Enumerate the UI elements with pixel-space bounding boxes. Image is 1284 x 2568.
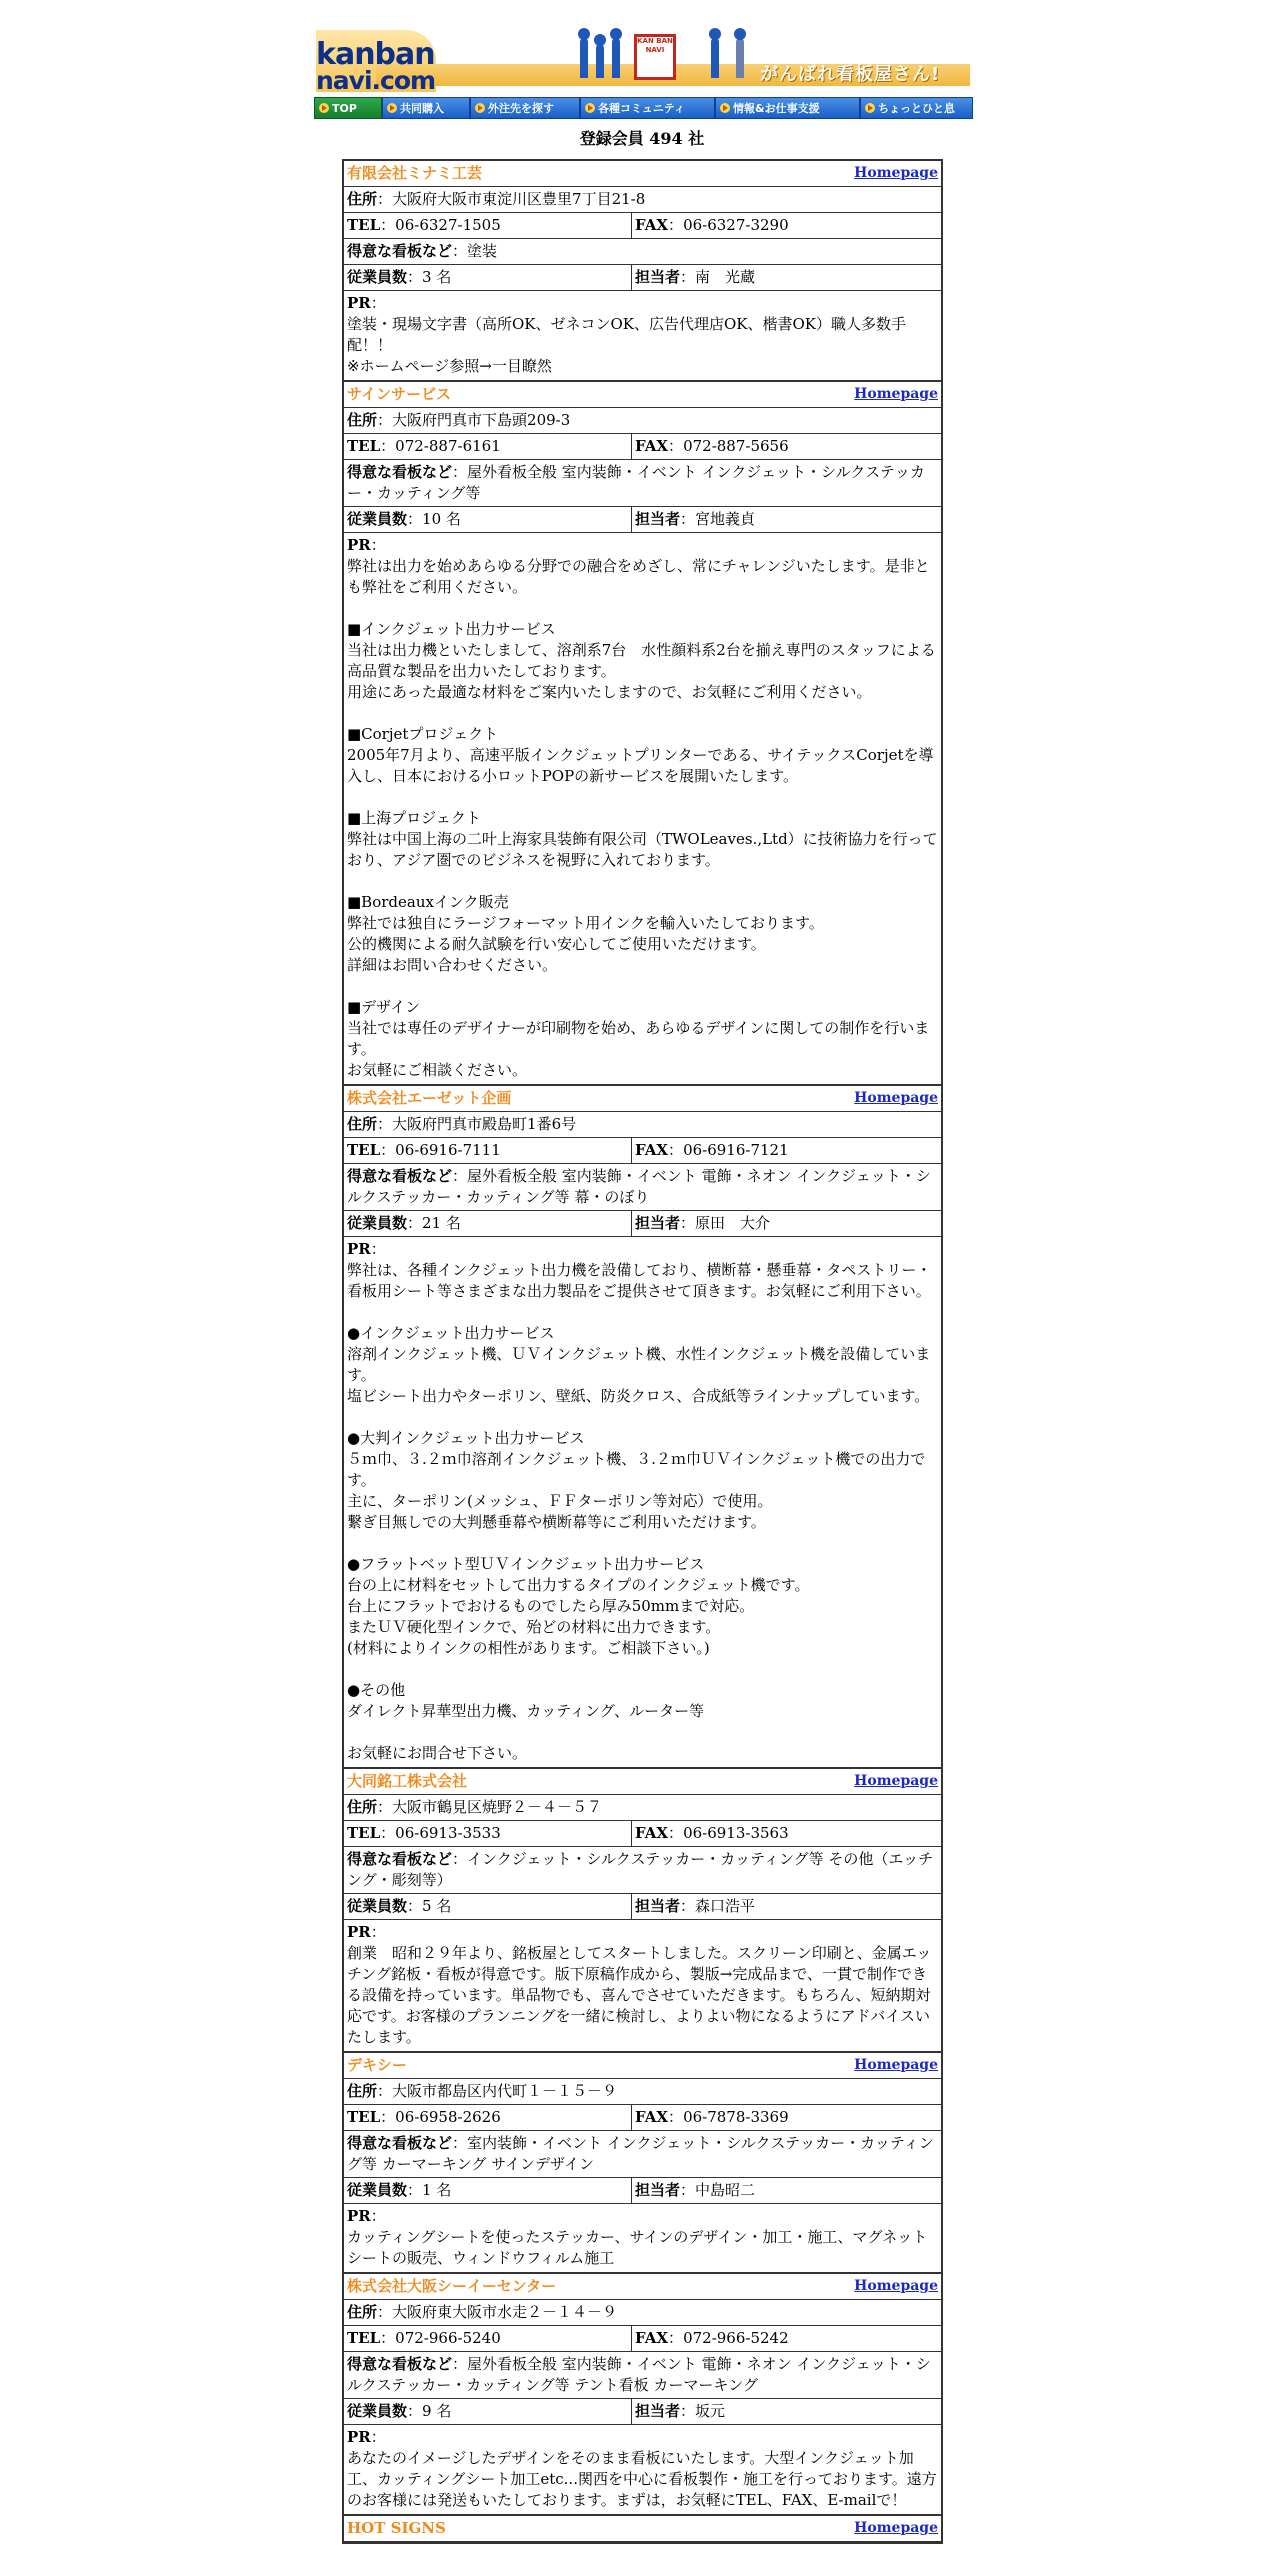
signs-value: インクジェット・シルクステッカー・カッティング等 その他（エッチング・彫刻等）	[347, 1850, 934, 1889]
contact-label: 担当者	[635, 1897, 681, 1915]
pr-text: 創業 昭和２９年より、銘板屋としてスタートしました。スクリーン印刷と、金属エッチング銘板・看板が得意です。版下原稿作成から、製版→完成品まで、一貫で制作できる設備を持っています。単品物でも、喜んでさせていただきます。もちろん、短納期対応です。お客様のプランニングを一緒に検討し、よりよい物になるようにアドバイスいたします。	[347, 1944, 932, 2046]
tel-label: TEL	[347, 2329, 381, 2347]
nav-top[interactable]: TOP	[314, 97, 382, 119]
address-value: 大阪市都島区内代町１－１５－９	[392, 2082, 618, 2100]
pr-section: PR： 創業 昭和２９年より、銘板屋としてスタートしました。スクリーン印刷と、金属エッチング銘板・看板が得意です。版下原稿作成から、製版→完成品まで、一貫で制作できる設備を持っています。単品物でも、喜んでさせていただきます。もちろん、短納期対応です。お客様のプランニングを一緒に検討し、よりよい物になるようにアドバイスいたします。	[347, 1923, 932, 2046]
company-name: デキシー	[347, 2056, 407, 2074]
employees-value: 3 名	[422, 268, 452, 286]
employees-value: 21 名	[422, 1214, 461, 1232]
signs-row: 得意な看板など：屋外看板全般 室内装飾・イベント インクジェット・シルクステッカー・カッティング等	[344, 460, 941, 507]
signs-label: 得意な看板など	[347, 2355, 453, 2373]
nav-info-work-support[interactable]: 情報&お仕事支援	[715, 97, 860, 119]
phone-row: TEL：06-6958-2626 FAX：06-7878-3369	[344, 2105, 941, 2131]
contact-value: 森口浩平	[695, 1897, 756, 1915]
tel-value: 06-6916-7111	[395, 1141, 501, 1159]
member-entry	[342, 2051, 943, 2272]
pr-text: あなたのイメージしたデザインをそのまま看板にいたします。大型インクジェット加工、カッティングシート加工etc...関西を中心に看板製作・施工を行っております。遠方のお客様には発送もいたしております。まずは，お気軽にTEL、FAX、E-mailで！	[347, 2449, 937, 2509]
address-row: 住所：大阪府門真市殿島町1番6号	[344, 1112, 941, 1138]
contact-label: 担当者	[635, 2181, 681, 2199]
employees-value: 5 名	[422, 1897, 452, 1915]
nav-take-a-break[interactable]: ちょっとひと息	[860, 97, 973, 119]
company-name: HOT SIGNS	[347, 2519, 446, 2537]
homepage-link[interactable]: Homepage	[854, 386, 938, 402]
address-value: 大阪府門真市殿島町1番6号	[392, 1115, 577, 1133]
person-figure-icon	[596, 44, 604, 78]
company-name: サインサービス	[347, 385, 451, 403]
address-value: 大阪府大阪市東淀川区豊里7丁目21-8	[392, 190, 646, 208]
pr-text: 弊社は、各種インクジェット出力機を設備しており、横断幕・懸垂幕・タペストリー・ 看板用シート等さまざまな出力製品をご提供させて頂きます。お気軽にご利用下さい。 ●インクジェット出力サービス 溶剤インクジェット機、ＵＶインクジェット機、水性インクジェット機を設備しています。 塩ビシート出力やターポリン、壁紙、防炎クロス、合成紙等ラインナップしています。 ●大判インクジェット出力サービス ５ｍ巾、３.２ｍ巾溶剤インクジェット機、３.２ｍ巾ＵＶインクジェット機での出力です。 主に、ターポリン(メッシュ、ＦＦターポリン等対応）で使用。 繋ぎ目無しでの大判懸垂幕や横断幕等にご利用いただけます。 ●フラットベット型ＵＶインクジェット出力サービス 台の上に材料をセットして出力するタイプのインクジェット機です。 台上にフラットでおけるものでしたら厚み50mmまで対応。 またＵＶ硬化型インクで、殆どの材料に出力できます。 (材料によりインクの相性があります。ご相談下さい。) ●その他 ダイレクト昇華型出力機、カッティング、ルーター等 お気軽にお問合せ下さい。	[347, 1261, 932, 1762]
address-label: 住所	[347, 2303, 378, 2321]
employees-label: 従業員数	[347, 268, 408, 286]
contact-label: 担当者	[635, 1214, 681, 1232]
signs-row: 得意な看板など：屋外看板全般 室内装飾・イベント 電飾・ネオン インクジェット・シルクステッカー・カッティング等 幕・のぼり	[344, 1164, 941, 1211]
person-figure-icon	[612, 38, 620, 78]
tel-value: 072-887-6161	[395, 437, 501, 455]
signs-row: 得意な看板など：室内装飾・イベント インクジェット・シルクステッカー・カッティング等 カーマーキング サインデザイン	[344, 2131, 941, 2178]
staff-row: 従業員数：10 名 担当者：宮地義貞	[344, 507, 941, 533]
fax-value: 072-966-5242	[683, 2329, 789, 2347]
phone-row: TEL：06-6327-1505 FAX：06-6327-3290	[344, 213, 941, 239]
fax-value: 072-887-5656	[683, 437, 789, 455]
contact-value: 南 光蔵	[695, 268, 756, 286]
fax-label: FAX	[635, 1141, 669, 1159]
staff-row: 従業員数：5 名 担当者：森口浩平	[344, 1894, 941, 1920]
signs-value: 屋外看板全般 室内装飾・イベント 電飾・ネオン インクジェット・シルクステッカー・カッティング等 幕・のぼり	[347, 1167, 931, 1206]
phone-row: TEL：06-6913-3533 FAX：06-6913-3563	[344, 1821, 941, 1847]
member-count: 登録会員 494 社	[579, 129, 705, 148]
member-entry	[342, 380, 943, 1084]
pr-label: PR	[347, 1240, 371, 1258]
company-name: 株式会社エーゼット企画	[347, 1089, 512, 1107]
member-entry	[342, 1084, 943, 1767]
pr-section: PR： あなたのイメージしたデザインをそのまま看板にいたします。大型インクジェット加工、カッティングシート加工etc...関西を中心に看板製作・施工を行っております。遠方のお客様には発送もいたしております。まずは，お気軽にTEL、FAX、E-mailで！	[347, 2428, 937, 2509]
nav-communities[interactable]: 各種コミュニティ	[580, 97, 715, 119]
address-row: 住所：大阪市都島区内代町１－１５－９	[344, 2079, 941, 2105]
employees-value: 10 名	[422, 510, 461, 528]
pr-label: PR	[347, 536, 371, 554]
pr-section: PR： 弊社は出力を始めあらゆる分野での融合をめざし、常にチャレンジいたします。是非とも弊社をご利用ください。 ■インクジェット出力サービス 当社は出力機といたしまして、溶剤系7台 水性顔料系2台を揃え専門のスタッフによる高品質な製品を出力いたしております。 用途にあった最適な材料をご案内いたしますので、お気軽にご利用ください。 ■Corjetプロジェクト 2005年7月より、高速平版インクジェットプリンターである、サイテックスCorjetを導入し、日本における小ロットPOPの新サービスを展開いたします。 ■上海プロジェクト 弊社は中国上海の二叶上海家具装飾有限公司（TWOLeaves.,Ltd）に技術協力を行っており、アジア圏でのビジネスを視野に入れております。 ■Bordeauxインク販売 弊社では独自にラージフォーマット用インクを輸入いたしております。 公的機関による耐久試験を行い安心してご使用いただけます。 詳細はお問い合わせください。 ■デザイン 当社では専任のデザイナーが印刷物を始め、あらゆるデザインに関しての制作を行います。 お気軽にご相談ください。	[347, 536, 938, 1079]
company-name: 株式会社大阪シーイーセンター	[347, 2277, 557, 2295]
signs-label: 得意な看板など	[347, 1167, 453, 1185]
signs-value: 屋外看板全般 室内装飾・イベント 電飾・ネオン インクジェット・シルクステッカー・カッティング等 テント看板 カーマーキング	[347, 2355, 931, 2394]
employees-label: 従業員数	[347, 2181, 408, 2199]
fax-value: 06-6913-3563	[683, 1824, 789, 1842]
address-value: 大阪府東大阪市水走２－１４－９	[392, 2303, 618, 2321]
arrow-icon	[865, 103, 875, 113]
homepage-link[interactable]: Homepage	[854, 165, 938, 181]
tel-label: TEL	[347, 1141, 381, 1159]
signs-label: 得意な看板など	[347, 463, 453, 481]
address-row: 住所：大阪府東大阪市水走２－１４－９	[344, 2300, 941, 2326]
employees-label: 従業員数	[347, 1897, 408, 1915]
fax-value: 06-7878-3369	[683, 2108, 789, 2126]
address-label: 住所	[347, 1798, 378, 1816]
tel-value: 06-6958-2626	[395, 2108, 501, 2126]
company-name: 有限会社ミナミ工芸	[347, 164, 483, 182]
tel-label: TEL	[347, 2108, 381, 2126]
signpost-icon: KAN BAN NAVI	[634, 34, 676, 80]
contact-value: 宮地義貞	[695, 510, 756, 528]
tel-value: 072-966-5240	[395, 2329, 501, 2347]
tel-label: TEL	[347, 437, 381, 455]
member-entry	[342, 2514, 943, 2544]
member-header	[344, 1769, 941, 1795]
fax-label: FAX	[635, 2329, 669, 2347]
contact-value: 中島昭二	[695, 2181, 756, 2199]
pr-section: PR： カッティングシートを使ったステッカー、サインのデザイン・加工・施工、マグネットシートの販売、ウィンドウフィルム施工	[347, 2207, 928, 2267]
pr-text: 弊社は出力を始めあらゆる分野での融合をめざし、常にチャレンジいたします。是非とも弊社をご利用ください。 ■インクジェット出力サービス 当社は出力機といたしまして、溶剤系7台 水性顔料系2台を揃え専門のスタッフによる高品質な製品を出力いたしております。 用途にあった最適な材料をご案内いたしますので、お気軽にご利用ください。 ■Corjetプロジェクト 2005年7月より、高速平版インクジェットプリンターである、サイテックスCorjetを導入し、日本における小ロットPOPの新サービスを展開いたします。 ■上海プロジェクト 弊社は中国上海の二叶上海家具装飾有限公司（TWOLeaves.,Ltd）に技術協力を行っており、アジア圏でのビジネスを視野に入れております。 ■Bordeauxインク販売 弊社では独自にラージフォーマット用インクを輸入いたしております。 公的機関による耐久試験を行い安心してご使用いただけます。 詳細はお問い合わせください。 ■デザイン 当社では専任のデザイナーが印刷物を始め、あらゆるデザインに関しての制作を行います。 お気軽にご相談ください。	[347, 557, 938, 1079]
fax-label: FAX	[635, 437, 669, 455]
member-entry	[342, 2272, 943, 2514]
signs-value: 屋外看板全般 室内装飾・イベント インクジェット・シルクステッカー・カッティング等	[347, 463, 925, 502]
address-row: 住所：大阪府門真市下島頭209-3	[344, 408, 941, 434]
contact-label: 担当者	[635, 2402, 681, 2420]
signs-value: 塗装	[467, 242, 498, 260]
employees-label: 従業員数	[347, 1214, 408, 1232]
member-header	[344, 2516, 941, 2542]
signs-label: 得意な看板など	[347, 1850, 453, 1868]
tel-label: TEL	[347, 1824, 381, 1842]
arrow-icon	[319, 103, 329, 113]
pr-text: 塗装・現場文字書（高所OK、ゼネコンOK、広告代理店OK、楷書OK）職人多数手配！！ ※ホームページ参照→一目瞭然	[347, 315, 907, 375]
member-header	[344, 1086, 941, 1112]
logo-line-2: navi.com	[316, 66, 436, 95]
address-value: 大阪府門真市下島頭209-3	[392, 411, 571, 429]
contact-label: 担当者	[635, 510, 681, 528]
pr-label: PR	[347, 2207, 371, 2225]
member-header	[344, 2053, 941, 2079]
person-figure-icon	[736, 38, 744, 78]
address-value: 大阪市鶴見区焼野２－４－５７	[392, 1798, 603, 1816]
employees-label: 従業員数	[347, 510, 408, 528]
address-label: 住所	[347, 190, 378, 208]
employees-label: 従業員数	[347, 2402, 408, 2420]
signs-row: 得意な看板など：塗装	[344, 239, 941, 265]
homepage-link[interactable]: Homepage	[854, 1090, 938, 1106]
phone-row: TEL：072-887-6161 FAX：072-887-5656	[344, 434, 941, 460]
staff-row: 従業員数：1 名 担当者：中島昭二	[344, 2178, 941, 2204]
fax-value: 06-6916-7121	[683, 1141, 789, 1159]
contact-value: 原田 大介	[695, 1214, 771, 1232]
nav-group-purchase[interactable]: 共同購入	[382, 97, 470, 119]
address-row: 住所：大阪市鶴見区焼野２－４－５７	[344, 1795, 941, 1821]
arrow-icon	[387, 103, 397, 113]
tel-value: 06-6913-3533	[395, 1824, 501, 1842]
member-header	[344, 161, 941, 187]
staff-row: 従業員数：9 名 担当者：坂元	[344, 2399, 941, 2425]
site-logo[interactable]	[316, 37, 436, 95]
pr-label: PR	[347, 294, 371, 312]
pr-section: PR： 塗装・現場文字書（高所OK、ゼネコンOK、広告代理店OK、楷書OK）職人多数手配！！ ※ホームページ参照→一目瞭然	[347, 294, 907, 375]
staff-row: 従業員数：3 名 担当者：南 光蔵	[344, 265, 941, 291]
pr-label: PR	[347, 1923, 371, 1941]
employees-value: 9 名	[422, 2402, 452, 2420]
tel-value: 06-6327-1505	[395, 216, 501, 234]
pr-section: PR： 弊社は、各種インクジェット出力機を設備しており、横断幕・懸垂幕・タペストリー・ 看板用シート等さまざまな出力製品をご提供させて頂きます。お気軽にご利用下さい。 ●インクジェット出力サービス 溶剤インクジェット機、ＵＶインクジェット機、水性インクジェット機を設備しています。 塩ビシート出力やターポリン、壁紙、防炎クロス、合成紙等ラインナップしています。 ●大判インクジェット出力サービス ５ｍ巾、３.２ｍ巾溶剤インクジェット機、３.２ｍ巾ＵＶインクジェット機での出力です。 主に、ターポリン(メッシュ、ＦＦターポリン等対応）で使用。 繋ぎ目無しでの大判懸垂幕や横断幕等にご利用いただけます。 ●フラットベット型ＵＶインクジェット出力サービス 台の上に材料をセットして出力するタイプのインクジェット機です。 台上にフラットでおけるものでしたら厚み50mmまで対応。 またＵＶ硬化型インクで、殆どの材料に出力できます。 (材料によりインクの相性があります。ご相談下さい。) ●その他 ダイレクト昇華型出力機、カッティング、ルーター等 お気軽にお問合せ下さい。	[347, 1240, 932, 1762]
fax-label: FAX	[635, 2108, 669, 2126]
signs-row: 得意な看板など：インクジェット・シルクステッカー・カッティング等 その他（エッチング・彫刻等）	[344, 1847, 941, 1894]
fax-value: 06-6327-3290	[683, 216, 789, 234]
address-label: 住所	[347, 411, 378, 429]
address-label: 住所	[347, 1115, 378, 1133]
phone-row: TEL：06-6916-7111 FAX：06-6916-7121	[344, 1138, 941, 1164]
arrow-icon	[475, 103, 485, 113]
signs-row: 得意な看板など：屋外看板全般 室内装飾・イベント 電飾・ネオン インクジェット・シルクステッカー・カッティング等 テント看板 カーマーキング	[344, 2352, 941, 2399]
signs-value: 室内装飾・イベント インクジェット・シルクステッカー・カッティング等 カーマーキング サインデザイン	[347, 2134, 934, 2173]
member-entry	[342, 159, 943, 380]
staff-row: 従業員数：21 名 担当者：原田 大介	[344, 1211, 941, 1237]
arrow-icon	[720, 103, 730, 113]
homepage-link[interactable]: Homepage	[854, 2278, 938, 2294]
fax-label: FAX	[635, 1824, 669, 1842]
signs-label: 得意な看板など	[347, 2134, 453, 2152]
employees-value: 1 名	[422, 2181, 452, 2199]
header-banner	[316, 30, 970, 95]
fax-label: FAX	[635, 216, 669, 234]
homepage-link[interactable]: Homepage	[854, 2520, 938, 2536]
contact-label: 担当者	[635, 268, 681, 286]
main-nav	[314, 97, 973, 119]
person-figure-icon	[580, 38, 588, 78]
company-name: 大同銘工株式会社	[347, 1772, 468, 1790]
address-label: 住所	[347, 2082, 378, 2100]
logo-line-1: kanban	[316, 37, 435, 72]
member-list	[342, 159, 943, 2544]
homepage-link[interactable]: Homepage	[854, 2057, 938, 2073]
contact-value: 坂元	[695, 2402, 726, 2420]
person-figure-icon	[711, 38, 719, 78]
homepage-link[interactable]: Homepage	[854, 1773, 938, 1789]
pr-text: カッティングシートを使ったステッカー、サインのデザイン・加工・施工、マグネットシートの販売、ウィンドウフィルム施工	[347, 2228, 928, 2267]
pr-label: PR	[347, 2428, 371, 2446]
address-row: 住所：大阪府大阪市東淀川区豊里7丁目21-8	[344, 187, 941, 213]
member-header	[344, 382, 941, 408]
phone-row: TEL：072-966-5240 FAX：072-966-5242	[344, 2326, 941, 2352]
member-entry	[342, 1767, 943, 2051]
member-header	[344, 2274, 941, 2300]
signs-label: 得意な看板など	[347, 242, 453, 260]
arrow-icon	[585, 103, 595, 113]
tel-label: TEL	[347, 216, 381, 234]
nav-find-contractors[interactable]: 外注先を探す	[470, 97, 580, 119]
banner-slogan: がんばれ看板屋さん!	[760, 64, 941, 85]
